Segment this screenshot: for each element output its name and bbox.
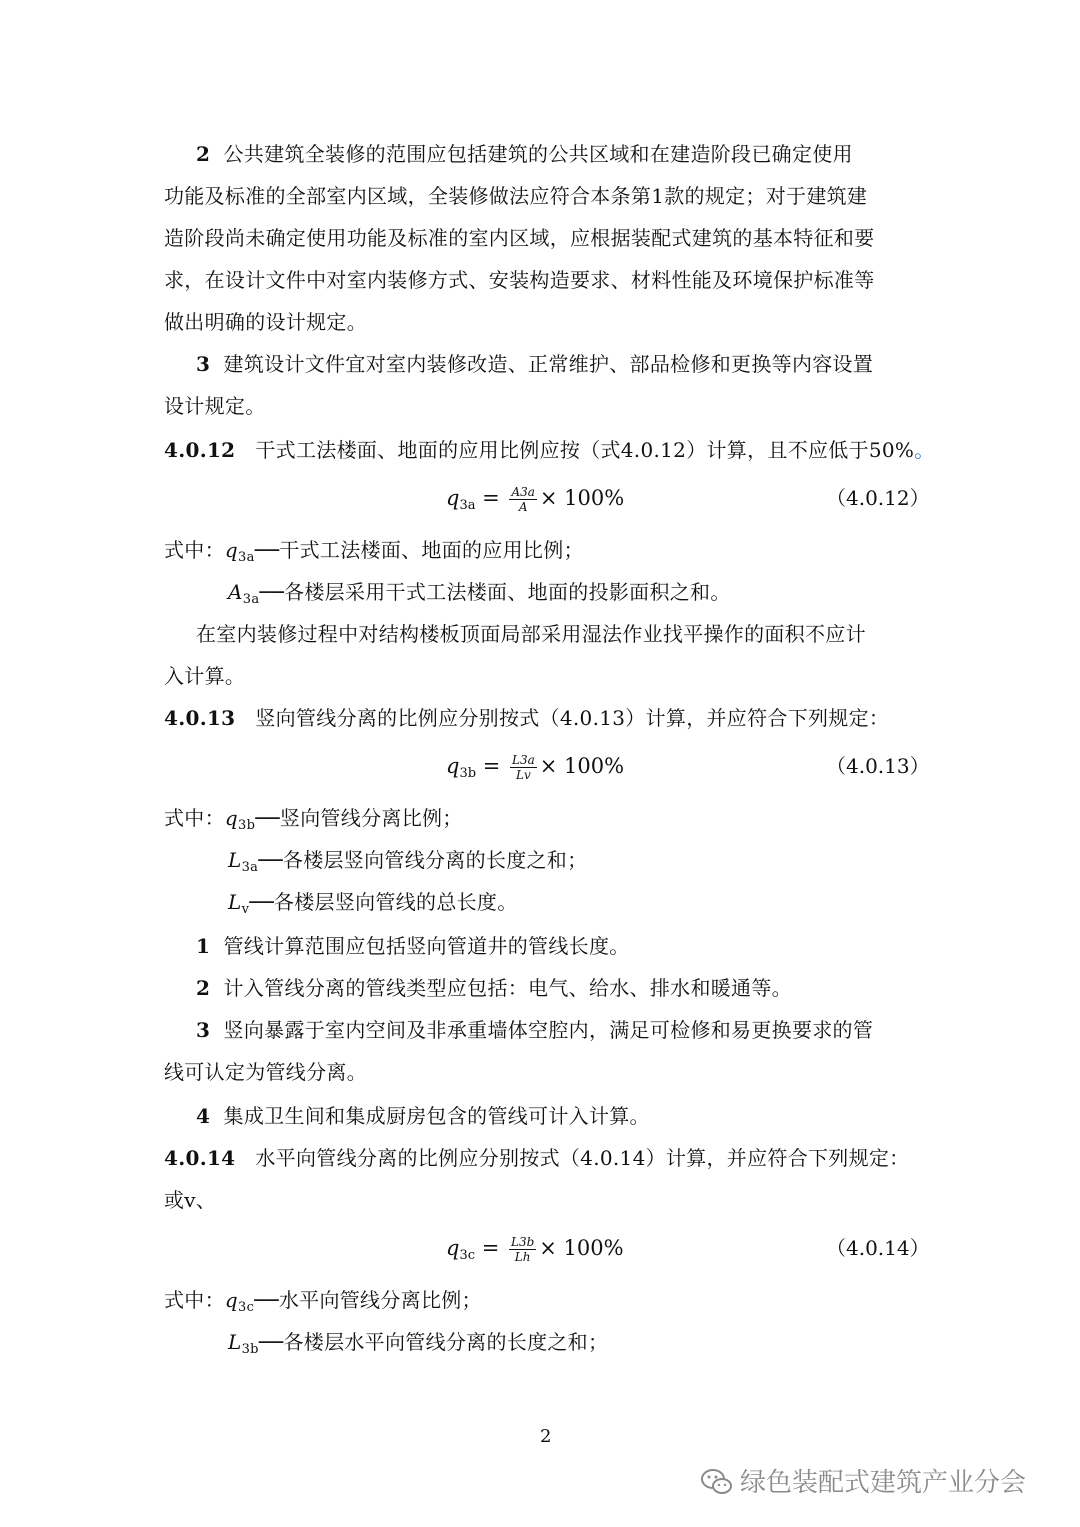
equation-number: （4.0.13） [826,754,930,778]
note-line-2: 入计算。 [164,664,246,688]
item-number: 2 [196,142,211,166]
fraction: $\frac{L3b}{Lh}$ [510,1235,535,1264]
clause-number: 4.0.14 [164,1146,236,1170]
formula-4-0-13: $q_{3b}$ = $\frac{L3a}{Lv}$ × 100% [446,753,625,782]
definition-a3a: $A_{3a}──$各楼层采用干式工法楼面、地面的投影面积之和。 [228,580,731,607]
item-number: 3 [196,352,211,376]
item-1: 1 管线计算范围应包括竖向管道井的管线长度。 [196,934,630,958]
definition-q3c: 式中：$q_{3c}──$水平向管线分离比例； [164,1288,482,1315]
item-3-line-2: 线可认定为管线分离。 [164,1060,367,1084]
stray-text: 或v、 [164,1188,217,1212]
paragraph-3-line-2: 设计规定。 [164,394,266,418]
paragraph-2-line-2: 功能及标准的全部室内区域，全装修做法应符合本条第1款的规定；对于建筑建 [164,184,868,208]
definition-q3b: 式中：$q_{3b}──$竖向管线分离比例； [164,806,463,833]
item-4: 4 集成卫生间和集成厨房包含的管线可计入计算。 [196,1104,650,1128]
watermark: 绿色装配式建筑产业分会 [700,1462,1026,1504]
clause-number: 4.0.13 [164,706,236,730]
fraction: $\frac{A3a}{A}$ [511,485,535,514]
item-3-line-1: 3 竖向暴露于室内空间及非承重墙体空腔内，满足可检修和易更换要求的管 [196,1018,874,1042]
definition-l3a: $L_{3a}──$各楼层竖向管线分离的长度之和； [228,848,588,875]
definition-lv: $L_v──$各楼层竖向管线的总长度。 [228,890,518,917]
item-2: 2 计入管线分离的管线类型应包括：电气、给水、排水和暖通等。 [196,976,792,1000]
formula-4-0-14: $q_{3c}$ = $\frac{L3b}{Lh}$ × 100% [446,1235,624,1264]
clause-4-0-12-heading: 4.0.12 干式工法楼面、地面的应用比例应按（式4.0.12）计算，且不应低于50%。 [164,438,935,462]
clause-number: 4.0.12 [164,438,236,462]
fraction: $\frac{L3a}{Lv}$ [512,753,535,782]
paragraph-3-line-1: 3 建筑设计文件宜对室内装修改造、正常维护、部品检修和更换等内容设置 [196,352,874,376]
definition-q3a: 式中：$q_{3a}──$干式工法楼面、地面的应用比例； [164,538,584,565]
paragraph-2-line-5: 做出明确的设计规定。 [164,310,367,334]
paragraph-2-line-3: 造阶段尚未确定使用功能及标准的室内区域，应根据装配式建筑的基本特征和要 [164,226,875,250]
formula-4-0-12: $q_{3a}$ = $\frac{A3a}{A}$ × 100% [446,485,625,514]
paragraph-2-line-1: 2 公共建筑全装修的范围应包括建筑的公共区域和在建造阶段已确定使用 [196,142,853,166]
wechat-icon [700,1467,734,1504]
equation-number: （4.0.12） [826,486,930,510]
clause-4-0-13-heading: 4.0.13 竖向管线分离的比例应分别按式（4.0.13）计算，并应符合下列规定： [164,706,890,730]
clause-4-0-14-heading: 4.0.14 水平向管线分离的比例应分别按式（4.0.14）计算，并应符合下列规定： [164,1146,910,1170]
page-number: 2 [540,1426,552,1447]
note-line-1: 在室内装修过程中对结构楼板顶面局部采用湿法作业找平操作的面积不应计 [196,622,866,646]
paragraph-2-line-4: 求，在设计文件中对室内装修方式、安装构造要求、材料性能及环境保护标准等 [164,268,875,292]
equation-number: （4.0.14） [826,1236,930,1260]
definition-l3b: $L_{3b}──$各楼层水平向管线分离的长度之和； [228,1330,609,1357]
